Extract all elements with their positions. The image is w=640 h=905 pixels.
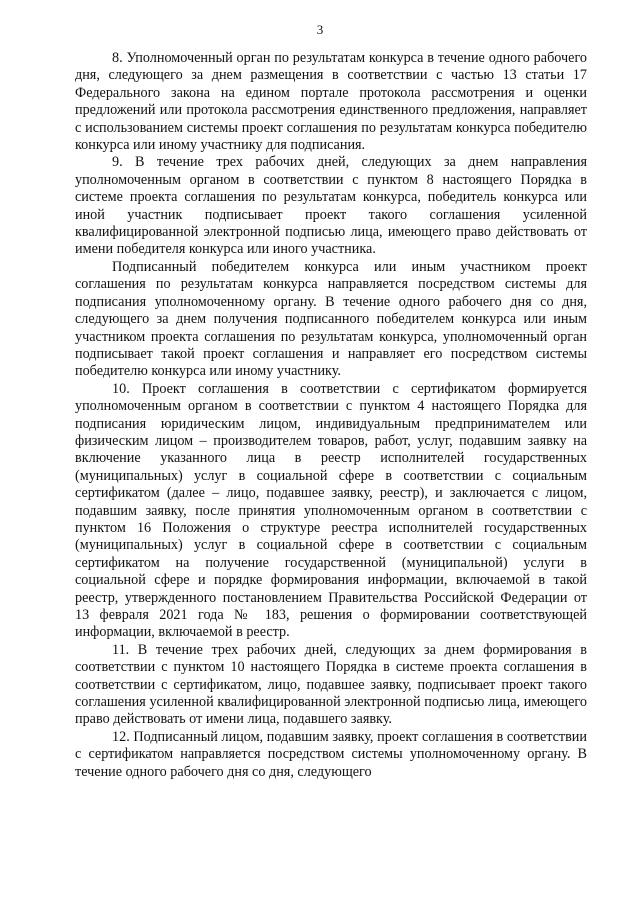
paragraph-9-continuation: Подписанный победителем конкурса или иным участником проект соглашения по результатам конкурса направляется посредством системы для подписания уполномоченному органу. В течение одного рабочего дня со дня, следующего за днем получения подписанного победителем конкурса или иным участником проекта соглашения по результатам конкурса, уполномоченный орган подписывает такой проект соглашения и направляет его посредством системы победителю конкурса или иному участнику.: [75, 258, 587, 380]
page-number: 3: [316, 22, 324, 37]
document-body: [75, 50, 587, 781]
paragraph-10: 10. Проект соглашения в соответствии с сертификатом формируется уполномоченным органом в соответствии с пунктом 4 настоящего Порядка для подписания юридическим лицом, индивидуальным предпринимателем или физическим лицом – производителем товаров, работ, услуг, подавшим заявку на включение указанного лица в реестр исполнителей государственных (муниципальных) услуг в социальной сфере в соответствии с социальным сертификатом (далее – лицо, подавшее заявку, реестр), и заключается с лицом, подавшим заявку, после принятия уполномоченным органом в соответствии с пунктом 16 Положения о структуре реестра исполнителей государственных (муниципальных) услуг в социальной сфере в соответствии с социальным сертификатом на получение государственной (муниципальной) услуги в социальной сфере и порядке формирования информации, включаемой в такой реестр, утвержденного постановлением Правительства Российской Федерации от 13 февраля 2021 года № 183, решения о формировании соответствующей информации, включаемой в реестр.: [75, 380, 587, 641]
paragraph-9: 9. В течение трех рабочих дней, следующих за днем направления уполномоченным органом в соответствии с пунктом 8 настоящего Порядка в системе проекта соглашения по результатам конкурса, победитель конкурса или иной участник подписывает проект такого соглашения усиленной квалифицированной электронной подписью лица, имеющего право действовать от имени победителя конкурса или иного участника.: [75, 154, 587, 258]
paragraph-11: 11. В течение трех рабочих дней, следующих за днем формирования в соответствии с пунктом 10 настоящего Порядка в системе проекта соглашения в соответствии с сертификатом, лицо, подавшее заявку, подписывает проект такого соглашения усиленной квалифицированной электронной подписью лица, имеющего право действовать от имени лица, подавшего заявку.: [75, 641, 587, 728]
paragraph-8: 8. Уполномоченный орган по результатам конкурса в течение одного рабочего дня, следующего за днем размещения в соответствии с частью 13 статьи 17 Федерального закона на едином портале протокола рассмотрения и оценки предложений или протокола рассмотрения единственного предложения, направляет с использованием системы проект соглашения по результатам конкурса победителю конкурса или иному участнику для подписания.: [75, 50, 587, 154]
paragraph-12: 12. Подписанный лицом, подавшим заявку, проект соглашения в соответствии с сертификатом направляется посредством системы уполномоченному органу. В течение одного рабочего дня со дня, следующего: [75, 728, 587, 780]
